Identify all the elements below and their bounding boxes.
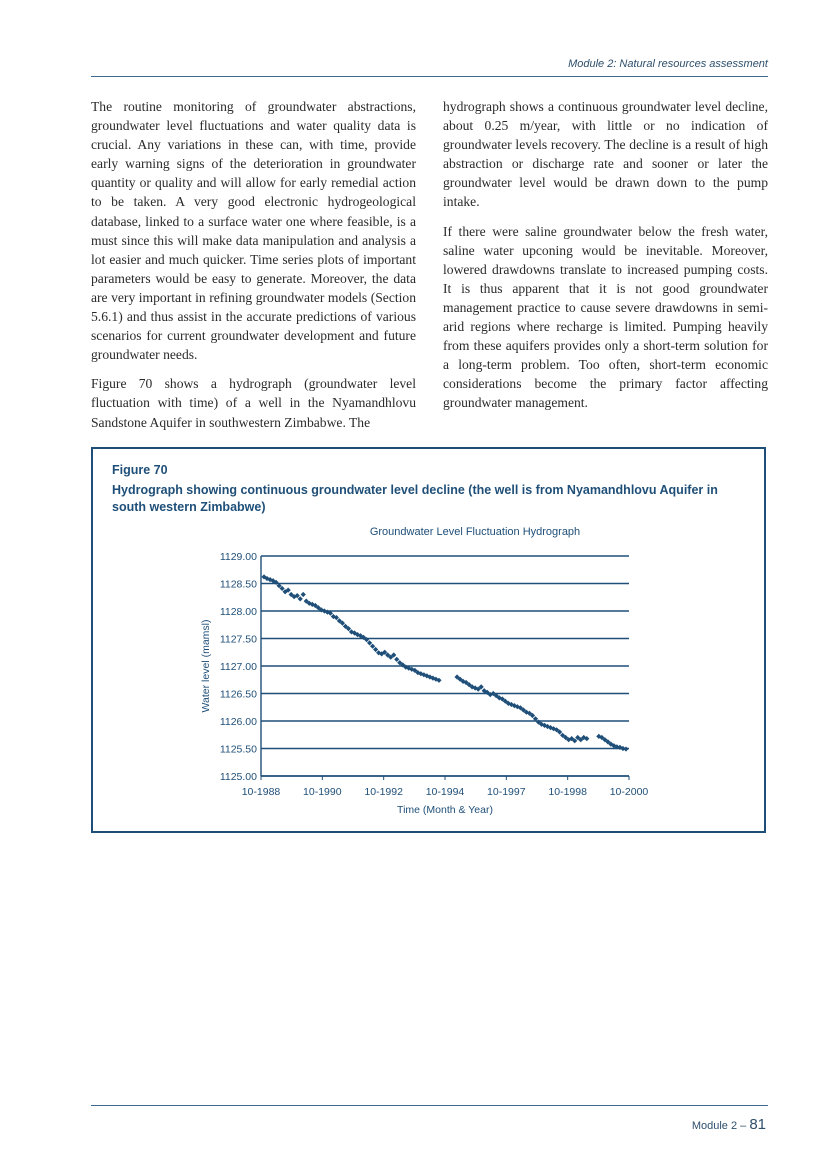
left-column	[91, 97, 416, 442]
x-tick-label: 10-1997	[487, 786, 526, 798]
x-tick-label: 10-1990	[303, 786, 342, 798]
x-tick-label: 10-1992	[364, 786, 403, 798]
figure-box	[91, 447, 766, 833]
paragraph: Figure 70 shows a hydrograph (groundwater level fluctuation with time) of a well in the Nyamandhlovu Sandstone Aquifer in southwestern Zimbabwe. The	[91, 376, 416, 430]
running-header: Module 2: Natural resources assessment	[568, 58, 768, 70]
y-tick-label: 1126.00	[219, 716, 257, 728]
footer-module-label: Module 2 –	[691, 1120, 750, 1132]
y-tick-label: 1126.50	[219, 688, 257, 701]
data-point	[373, 647, 378, 652]
paragraph: If there were saline groundwater below the fresh water, saline water upconing would be inevitable. Moreover, lowered drawdowns translate to increased pumping costs. It is thus apparent that it is not good groundwater management practice to cause severe drawdowns in semi-arid regions where recharge is limited. Pumping heavily from these aquifers provides only a short-term solution for a long-term problem. Too often, short-term economic considerations become the primary factor affecting groundwater management.	[443, 223, 768, 411]
data-point	[394, 657, 399, 662]
y-tick-label: 1125.50	[219, 743, 257, 756]
x-axis-label: Time (Month & Year)	[397, 804, 493, 816]
figure-caption: Hydrograph showing continuous groundwater level decline (the well is from Nyamandhlovu Aquifer in south western Zimbabwe)	[112, 483, 718, 514]
paragraph: hydrograph shows a continuous groundwater level decline, about 0.25 m/year, with little or no indication of groundwater levels recovery. The decline is a result of high abstraction or discharge rate and sooner or later the groundwater level would be drawn down to the pump intake.	[443, 99, 768, 210]
x-tick-label: 10-1994	[425, 786, 465, 798]
footer	[692, 1116, 766, 1134]
data-point	[298, 596, 303, 601]
data-point	[370, 644, 375, 649]
right-column	[443, 97, 768, 423]
x-tick-label: 10-1998	[548, 786, 587, 798]
y-tick-label: 1127.00	[219, 661, 257, 673]
y-tick-label: 1127.50	[219, 633, 257, 646]
y-tick-label: 1125.00	[219, 771, 257, 783]
y-tick-label: 1129.00	[219, 551, 257, 563]
figure-label: Figure 70	[112, 463, 168, 477]
y-tick-label: 1128.50	[219, 578, 257, 591]
y-axis-label: Water level (mamsl)	[200, 619, 212, 713]
page-number: 81	[749, 1116, 766, 1133]
hydrograph-chart	[93, 449, 764, 831]
chart-title: Groundwater Level Fluctuation Hydrograph	[369, 526, 581, 538]
paragraph: The routine monitoring of groundwater abstractions, groundwater level fluctuations and water quality data is crucial. Any variations in these can, with time, provide early warning signs of the deterioration in groundwater quantity or quality and will allow for early remedial action to be taken. A very good electronic hydrogeological database, linked to a surface water one where feasible, is a must since this will make data manipulation and analysis a lot easier and much quicker. Time series plots of important parameters would be easy to generate. Moreover, the data are very important in refining groundwater models (Section 5.6.1) and thus assist in the accurate predictions of various scenarios for current groundwater development and future groundwater needs.	[91, 99, 416, 363]
footer-rule	[91, 1105, 768, 1106]
header-rule	[91, 76, 768, 77]
x-tick-label: 10-1988	[241, 786, 281, 798]
y-tick-label: 1128.00	[219, 606, 257, 618]
data-point	[367, 640, 372, 645]
x-tick-label: 10-2000	[609, 786, 649, 798]
data-point	[301, 592, 306, 597]
